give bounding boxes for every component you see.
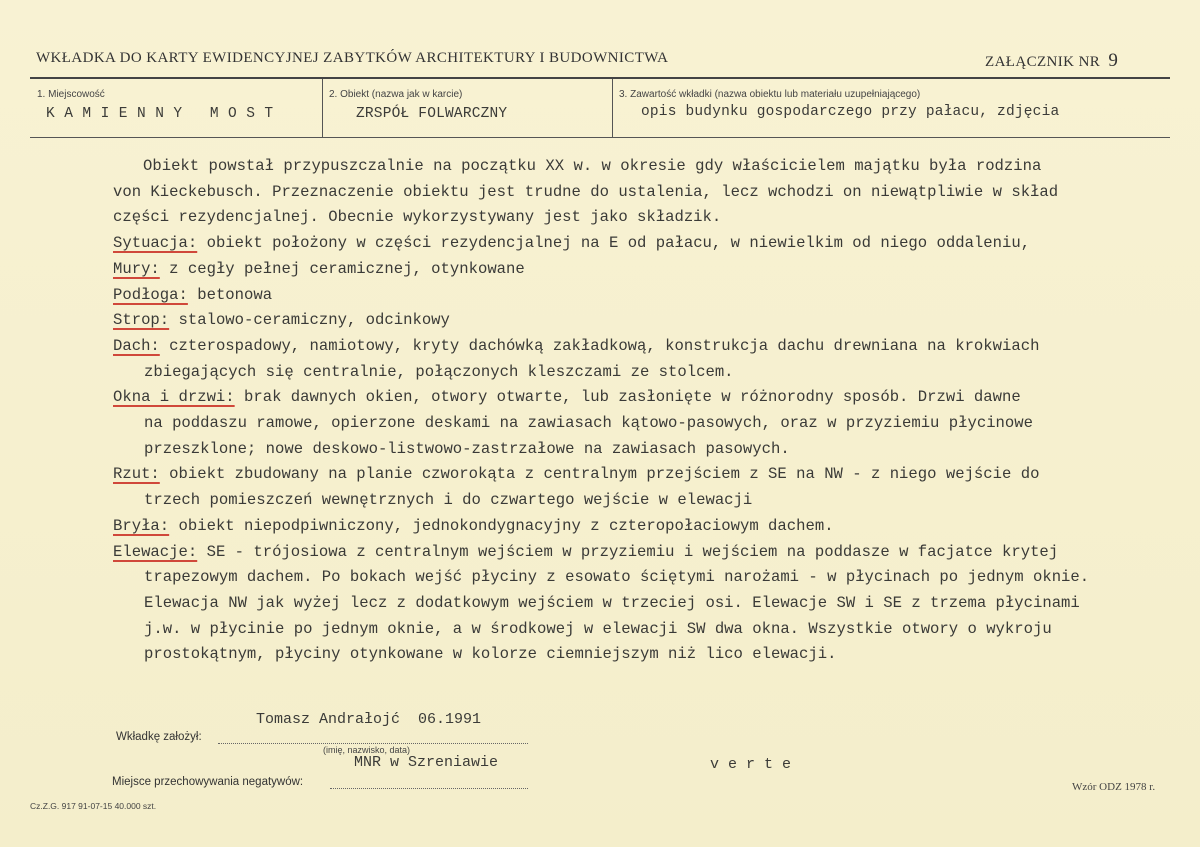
body-line (113, 543, 1058, 561)
body-text: von Kieckebusch. Przeznaczenie obiektu jest trudne do ustalenia, lecz wchodzi on niewątpliwie w skład (113, 182, 1059, 201)
section-label: Dach: (113, 336, 160, 355)
body-line (113, 260, 525, 278)
section-label: Mury: (113, 259, 160, 278)
body-line (113, 465, 1039, 483)
body-text: obiekt niepodpiwniczony, jednokondygnacyjny z czteropołaciowym dachem. (169, 516, 834, 535)
body-text: brak dawnych okien, otwory otwarte, lub zasłonięte w różnorodny sposób. Drzwi dawne (234, 388, 1021, 407)
body-line (113, 286, 272, 304)
body-line (144, 414, 1033, 432)
section-label: Okna i drzwi: (113, 388, 235, 407)
body-line (144, 440, 790, 458)
attachment-number: 9 (1108, 50, 1119, 71)
body-text: trapezowym dachem. Po bokach wejść płyciny z esowato ściętymi narożami - w płycinach po jednym oknie. (144, 568, 1090, 587)
negatives-dotted-line (330, 788, 528, 789)
section-label: Strop: (113, 311, 170, 330)
section-label: Podłoga: (113, 285, 188, 304)
body-text: na poddaszu ramowe, opierzone deskami na zawiasach kątowo-pasowych, oraz w przyziemiu płycinowe (144, 414, 1033, 432)
body-text: zbiegających się centralnie, połączonych kleszczami ze stolcem. (144, 362, 734, 381)
body-line (143, 157, 1041, 175)
body-line (113, 388, 1021, 406)
section-label: Bryła: (113, 516, 170, 535)
field-box-bottom-rule (30, 137, 1170, 138)
field-divider-1 (322, 79, 323, 137)
print-info: Cz.Z.G. 917 91-07-15 40.000 szt. (30, 801, 157, 811)
author-dotted-line (218, 743, 528, 744)
locality-label: 1. Miejscowość (37, 89, 105, 100)
body-text: trzech pomieszczeń wewnętrznych i do czwartego wejście w elewacji (144, 491, 753, 510)
author-hint: (imię, nazwisko, data) (323, 745, 411, 755)
body-line (113, 234, 1030, 252)
body-line (113, 337, 1039, 355)
negatives-label: Miejsce przechowywania negatywów: (112, 776, 304, 788)
body-text: prostokątnym, płyciny otynkowane w kolorze ciemniejszym niż lico elewacji. (144, 645, 837, 664)
body-text: obiekt położony w części rezydencjalnej na E od pałacu, w niewielkim od niego oddaleniu, (197, 234, 1031, 253)
attachment-label-text: ZAŁĄCZNIK NR (985, 54, 1101, 70)
body-text: j.w. w płycinie po jednym oknie, a w środkowej w elewacji SW dwa okna. Wszystkie otwory o wykroju (144, 619, 1052, 638)
section-label: Sytuacja: (113, 234, 198, 253)
top-rule (30, 77, 1170, 79)
body-text: czterospadowy, namiotowy, kryty dachówką zakładkową, konstrukcja dachu drewniana na krokwiach (159, 336, 1040, 355)
contents-label: 3. Zawartość wkładki (nazwa obiektu lub materiału uzupełniającego) (619, 89, 921, 100)
body-text: betonowa (187, 285, 273, 304)
body-text: z cegły pełnej ceramicznej, otynkowane (159, 259, 525, 278)
body-text: Elewacja NW jak wyżej lecz z dodatkowym wejściem w trzeciej osi. Elewacje SW i SE z trzema płycinami (144, 593, 1080, 612)
object-label: 2. Obiekt (nazwa jak w karcie) (329, 89, 463, 100)
body-text: Obiekt powstał przypuszczalnie na początku XX w. w okresie gdy właścicielem majątku była rodzina (143, 157, 1042, 175)
body-line (144, 594, 1080, 612)
object-value: ZRSPÓŁ FOLWARCZNY (356, 106, 508, 122)
negatives-value: MNR w Szreniawie (354, 754, 499, 771)
verte-text: v e r t e (710, 756, 792, 773)
body-line (144, 568, 1089, 586)
body-line (113, 311, 450, 329)
form-title: WKŁADKA DO KARTY EWIDENCYJNEJ ZABYTKÓW ARCHITEKTURY I BUDOWNICTWA (36, 50, 669, 66)
section-label: Rzut: (113, 465, 160, 484)
body-line (113, 208, 721, 226)
section-label: Elewacje: (113, 542, 198, 561)
author-value: Tomasz Andrałojć 06.1991 (256, 711, 482, 728)
body-text: przeszklone; nowe deskowo-listwowo-zastrzałowe na zawiasach pasowych. (144, 439, 790, 458)
body-line (144, 620, 1052, 638)
field-divider-2 (612, 79, 613, 137)
body-text: SE - trójosiowa z centralnym wejściem w przyziemiu i wejściem na poddasze w facjatce krytej (197, 542, 1059, 561)
contents-value: opis budynku gospodarczego przy pałacu, zdjęcia (641, 104, 1060, 120)
attachment-label (985, 50, 1118, 72)
form-model: Wzór ODZ 1978 r. (1072, 781, 1156, 793)
locality-value: K A M I E N N Y M O S T (46, 106, 274, 122)
body-text: części rezydencjalnej. Obecnie wykorzystywany jest jako składzik. (113, 208, 722, 227)
body-line (113, 517, 834, 535)
body-line (144, 491, 752, 509)
body-text: stalowo-ceramiczny, odcinkowy (169, 311, 450, 330)
body-line (113, 183, 1058, 201)
author-label: Wkładkę założył: (116, 731, 202, 743)
body-line (144, 645, 836, 663)
body-line (144, 363, 734, 381)
body-text: obiekt zbudowany na planie czworokąta z centralnym przejściem z SE na NW - z niego wejście do (159, 465, 1040, 484)
